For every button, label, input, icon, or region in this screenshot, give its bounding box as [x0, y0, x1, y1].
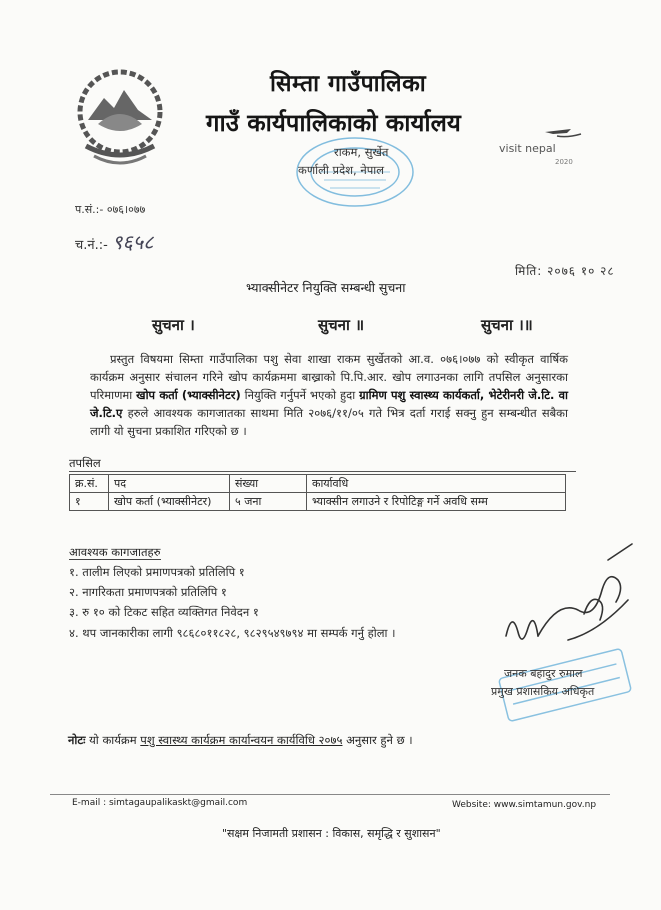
list-item: १. तालीम लिएको प्रमाणपत्रको प्रतिलिपि १: [69, 565, 245, 579]
details-divider: [69, 471, 576, 472]
list-item: ४. थप जानकारीका लागी ९८६८०११८२८, ९८२९५४९७९४ मा सम्पर्क गर्नु होला ।: [69, 626, 396, 640]
table-cell: भ्याक्सीन लगाउने र रिपोटिङ्ग गर्ने अवधि सम्म: [307, 493, 566, 511]
signatory-title: प्रमुख प्रशासकिय अधिकृत: [491, 685, 595, 698]
signature-icon: [498, 540, 638, 660]
visit-nepal-text: visit nepal: [499, 142, 556, 155]
table-header-cell: संख्या: [230, 475, 307, 493]
visit-nepal-year: 2020: [555, 158, 573, 166]
org-name: सिम्ता गाउँपालिका: [270, 71, 427, 97]
address-line1: राकम, सुर्खेत: [334, 145, 389, 159]
body-paragraph: प्रस्तुत विषयमा सिम्ता गाउँपालिका पशु सेवा शाखा राकम सुर्खेतको आ.व. ०७६।०७७ को स्वीकृत वार्षिक कार्यक्रम अनुसार संचालन गरिने खोप कार्यक्रममा बाख्राको पि.पि.आर. खोप लगाउनका लागि तपसिल अनुसारका परिमाणमा खोप कर्ता (भ्याक्सीनेटर) नियुक्ति गर्नुपर्ने भएको हुदा ग्रामिण पशु स्वास्थ्य कार्यकर्ता, भेटेरीनरी जे.टि. वा जे.टि.ए हरुले आवश्यक कागजातका साथमा मिति २०७६/११/०५ गते भित्र दर्ता गराई सक्नु हुन सम्बन्धीत सबैका लागी यो सुचना प्रकाशित गरिएको छ ।: [90, 352, 569, 438]
table-header-cell: कार्यावधि: [307, 475, 566, 493]
details-label: तपसिल: [69, 456, 101, 470]
dispatch-label: च.नं.:-: [75, 238, 108, 253]
note-label: नोटः: [68, 733, 86, 747]
note-underlined: पशु स्वास्थ्य कार्यक्रम कार्यान्वयन कार्यविधि २०७५: [140, 733, 343, 747]
table-header-row: [70, 475, 566, 493]
letter-date: मिति: २०७६ १० २८: [515, 264, 615, 278]
note-line: नोटः यो कार्यक्रम पशु स्वास्थ्य कार्यक्रम कार्यान्वयन कार्यविधि २०७५ अनुसार हुने छ ।: [68, 733, 413, 747]
footer-website: Website: www.simtamun.gov.np: [452, 800, 597, 810]
table-row: [70, 493, 566, 511]
body-bold-vaccinator: खोप कर्ता (भ्याक्सीनेटर): [136, 388, 241, 402]
body-bold-eligibility: ग्रामिण पशु स्वास्थ्य कार्यकर्ता, भेटेरीनरी जे.टि. वा जे.टि.ए: [90, 388, 569, 420]
table-header-cell: पद: [109, 475, 230, 493]
table-cell: १: [70, 493, 109, 511]
dispatch-value: ९६५८: [111, 230, 154, 254]
notice-heading-2: सुचना ॥: [318, 316, 365, 334]
notice-heading-1: सुचना ।: [152, 316, 195, 334]
office-name: गाउँ कार्यपालिकाको कार्यालय: [206, 109, 461, 137]
subject-line: भ्याक्सीनेटर नियुक्ति सम्बन्धी सुचना: [246, 280, 406, 295]
address-line2: कर्णाली प्रदेश, नेपाल: [298, 163, 385, 177]
table-cell: खोप कर्ता (भ्याक्सीनेटर): [109, 493, 230, 511]
table-cell: ५ जना: [230, 493, 307, 511]
table-header-cell: क्र.सं.: [70, 475, 109, 493]
footer-slogan: "सक्षम निजामती प्रशासन : विकास, समृद्धि र सुशासन": [222, 827, 441, 840]
dispatch-number: [75, 228, 154, 255]
list-item: ३. रु १० को टिकट सहित व्यक्तिगत निवेदन १: [69, 605, 259, 619]
notice-heading-3: सुचना ।॥: [481, 316, 533, 334]
vacancy-table: [69, 474, 566, 511]
nepal-emblem-icon: [74, 64, 166, 168]
letter-number: प.सं.:- ०७६।०७७: [75, 203, 146, 216]
list-item: २. नागरिकता प्रमाणपत्रको प्रतिलिपि १: [69, 585, 227, 599]
footer-divider: [50, 794, 610, 795]
signatory-name: जनक बहादुर रुमाल: [504, 667, 583, 680]
visit-nepal-logo-icon: [497, 124, 607, 168]
footer-email: E-mail : simtagaupalikaskt@gmail.com: [72, 798, 248, 808]
documents-title: आवश्यक कागजातहरु: [69, 545, 161, 559]
